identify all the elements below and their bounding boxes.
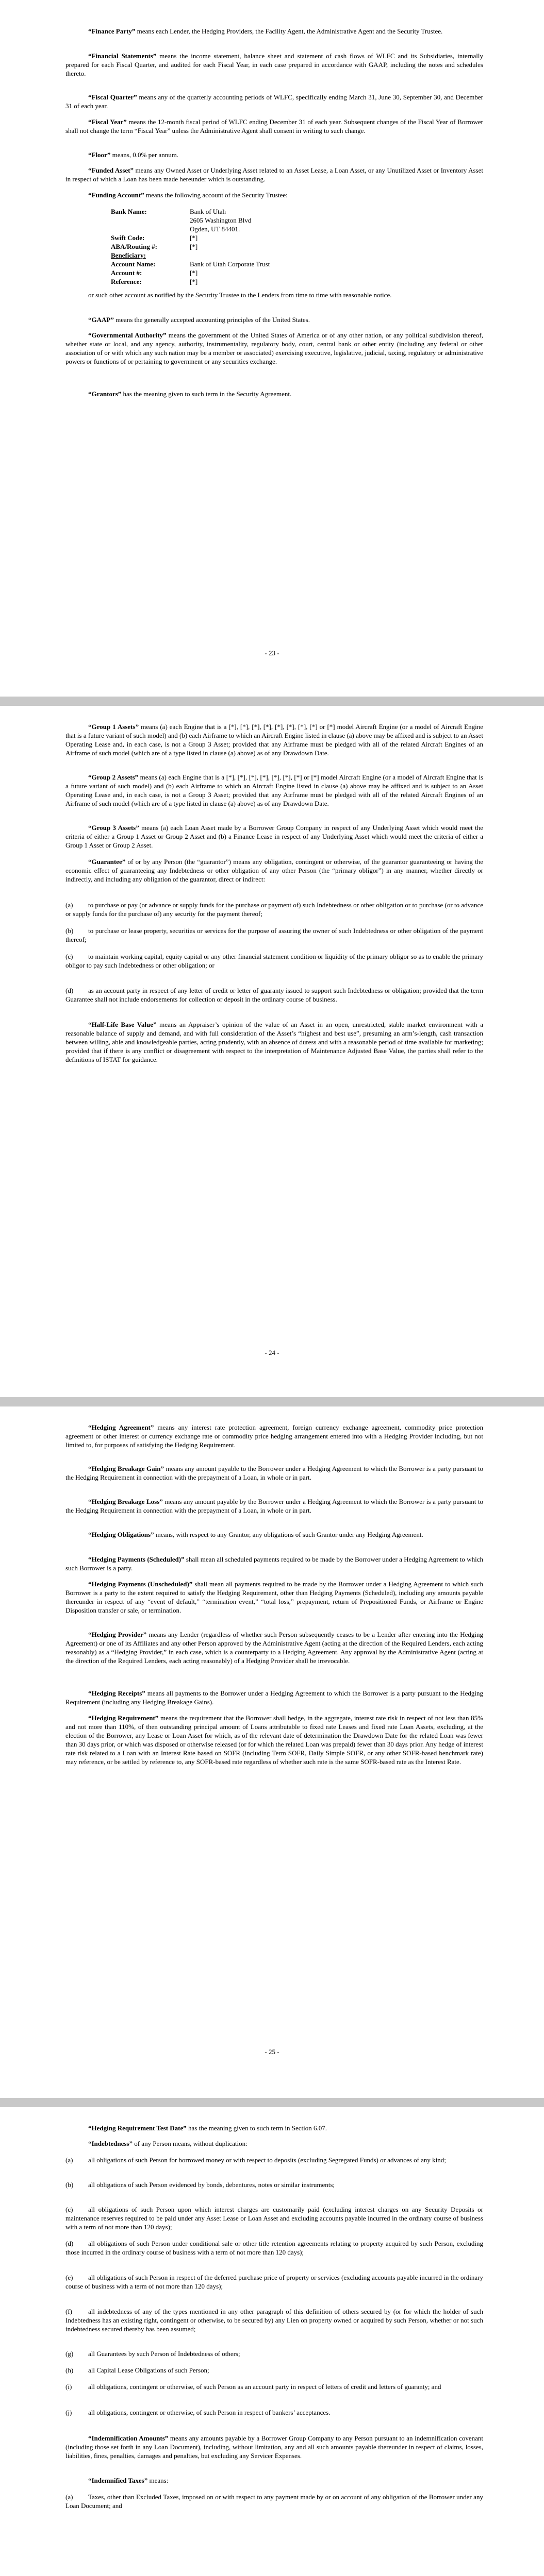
indebtedness-clause-f: (f) all indebtedness of any of the types mentioned in any other paragraph of this definition of others secured by (or for which the holder of such Indebtedness has an existing right, contingent or otherwise, to be secured by) any Lien on property owned or acquired by such Person, whether or not such indebtedness secured thereby has been assumed; — [65, 2308, 483, 2333]
def-hedging-agreement: “Hedging Agreement” means any interest rate protection agreement, foreign currency exchange agreement, commodity price protection agreement or other interest or currency exchange rate or commodity price hedging arrangement entered into with a Hedging Provider including, but not limited to, for purposes of satisfying the Hedging Requirement. — [65, 1423, 483, 1449]
def-fiscal-year: “Fiscal Year” means the 12-month fiscal period of WLFC ending December 31 of each year. Subsequent changes of the Fiscal Year of Borrower shall not change the term “Fiscal Year” unless the Administrative Agent shall consent in writing to such change. — [65, 118, 484, 134]
def-governmental-authority: “Governmental Authority” means the government of the United States of America or of any other nation, or any political subdivision thereof, whether state or local, and any agency, authority, instrumentality, regulatory body, court, central bank or other entity (including any federal or other association of or with which any such nation may be a member or associated) exercising executive, legislative, judicial, taxing, regulatory or administrative powers or functions of or pertaining to government or any securities exchange. — [65, 331, 483, 365]
bank-name-value: Bank of Utah — [190, 208, 226, 215]
def-hedging-payments-scheduled: “Hedging Payments (Scheduled)” shall mean all scheduled payments required to be made by the Borrower under a Hedging Agreement to which such Borrower is a party. — [65, 1555, 483, 1572]
def-hedging-provider: “Hedging Provider” means any Lender (regardless of whether such Person subsequently ceases to be a Lender after entering into the Hedging Agreement) or one of its Affiliates and any other Person approved by the Administrative Agent (acting at the direction of the Required Lenders, each acting reasonably) as a “Hedging Provider,” in each case, which is a counterparty to a Hedging Agreement. Any approval by the Administrative Agent (acting at the direction of the Required Lenders, each acting reasonably) of a Hedging Provider shall be irrevocable. — [65, 1631, 483, 1665]
page-separator — [0, 697, 544, 706]
def-hedging-receipts: “Hedging Receipts” means all payments to the Borrower under a Hedging Agreement to which the Borrower is a party pursuant to the Hedging Requirement (including any Hedging Breakage Gains). — [65, 1689, 483, 1706]
page-23 — [0, 0, 544, 696]
def-floor: “Floor” means, 0.0% per annum. — [88, 151, 179, 159]
guarantee-clause-d: (d) as an account party in respect of any letter of credit or letter of guaranty issued to support such Indebtedness or obligation; provided that the term Guarantee shall not include endorsements for collection or deposit in the ordinary course of business. — [65, 987, 483, 1003]
indebtedness-clause-c: (c) all obligations of such Person upon which interest charges are customarily paid (excluding interest charges on any Security Deposits or maintenance reserves required to be paid under any Asset Lease or Loan Asset and excluding accounts payable incurred in the ordinary course of business with a term of not more than 120 days); — [65, 2206, 483, 2231]
page-26 — [0, 2107, 544, 2576]
indebtedness-clause-d: (d) all obligations of such Person under conditional sale or other title retention agreements relating to property acquired by such Person, excluding those incurred in the ordinary course of business with a term of not more than 120 days); — [65, 2240, 483, 2256]
bank-name-label: Bank Name: — [111, 208, 147, 215]
account-number-label: Account #: — [111, 269, 142, 277]
def-indebtedness: “Indebtedness” of any Person means, without duplication: — [88, 2140, 248, 2147]
indebtedness-clause-a: (a) all obligations of such Person for borrowed money or with respect to deposits (excluding Segregated Funds) or advances of any kind; — [65, 2156, 446, 2164]
def-guarantee: “Guarantee” of or by any Person (the “guarantor”) means any obligation, contingent or otherwise, of the guarantor guaranteeing or having the economic effect of guaranteeing any Indebtedness or other obligation of any other Person (the “primary obligor”) in any manner, whether directly or indirectly, and including any obligation of the guarantor, direct or indirect: — [65, 858, 483, 883]
indebtedness-clause-h: (h) all Capital Lease Obligations of such Person; — [65, 2366, 209, 2374]
def-gaap: “GAAP” means the generally accepted accounting principles of the United States. — [88, 316, 310, 324]
def-funding-account: “Funding Account” means the following account of the Security Trustee: — [88, 191, 288, 199]
def-half-life-base-value: “Half-Life Base Value” means an Appraiser’s opinion of the value of an Asset in an open, unrestricted, stable market environment with a reasonable balance of supply and demand, and with full consideration of the Asset’s “highest and best use”, presuming an arm’s-length, cash transaction between willing, able and knowledgeable parties, acting prudently, with an absence of duress and with a reasonable period of time available for marketing; provided that if there is any conflict or disagreement with respect to the interpretation of Maintenance Adjusted Base Value, the parties shall refer to the definitions of ISTAT for guidance. — [65, 1021, 483, 1063]
def-group-1-assets: “Group 1 Assets” means (a) each Engine that is a [*], [*], [*], [*], [*], [*], [*], [*] or [*] model Aircraft Engine (or a model of Aircraft Engine that is a future variant of such model) and (b) each Airframe to which an Aircraft Engine listed in clause (a) above may be affixed and is subject to an Asset Operating Lease and, in each case, is not a Group 3 Asset; provided that any Airframe must be pledged with all of the related Aircraft Engines of an Airframe of such model (which are of a type listed in clause (a) above) as of any Drawdown Date. — [65, 723, 483, 757]
def-grantors: “Grantors” has the meaning given to such term in the Security Agreement. — [88, 390, 292, 398]
def-funded-asset: “Funded Asset” means any Owned Asset or Underlying Asset related to an Asset Lease, a Loan Asset, or any Unutilized Asset or Inventory Asset in respect of which a Loan has been made hereunder which is outstanding. — [65, 166, 483, 183]
bank-address-line2: Ogden, UT 84401. — [190, 225, 240, 233]
page-number: - 24 - — [265, 1349, 279, 1357]
indebtedness-clause-i: (i) all obligations, contingent or otherwise, of such Person as an account party in respect of letters of credit and letters of guaranty; and — [65, 2383, 441, 2391]
reference-label: Reference: — [111, 278, 142, 285]
def-indemnification-amounts: “Indemnification Amounts” means any amounts payable by a Borrower Group Company to any Person pursuant to an indemnification covenant (including those set forth in any Loan Document), including, without limitation, any and all such amounts payable thereunder in respect of claims, losses, liabilities, fines, penalties, damages and penalties, but excluding any Servicer Expenses. — [65, 2434, 483, 2460]
def-hedging-requirement-test-date: “Hedging Requirement Test Date” has the meaning given to such term in Section 6.07. — [88, 2124, 327, 2132]
funding-account-note: or such other account as notified by the Security Trustee to the Lenders from time to time with reasonable notice. — [88, 291, 392, 299]
def-fiscal-quarter: “Fiscal Quarter” means any of the quarterly accounting periods of WLFC, specifically ending March 31, June 30, September 30, and December 31 of each year. — [65, 93, 483, 110]
def-hedging-breakage-loss: “Hedging Breakage Loss” means any amount payable by the Borrower under a Hedging Agreement to which the Borrower is a party pursuant to the Hedging Requirement in connection with the prepayment of a Loan, in whole or in part. — [65, 1498, 484, 1514]
beneficiary-label: Beneficiary: — [111, 251, 146, 259]
page-number: - 23 - — [265, 649, 279, 657]
def-hedging-requirement: “Hedging Requirement” means the requirement that the Borrower shall hedge, in the aggregate, interest rate risk in respect of not less than 85% and not more than 110%, of then outstanding principal amount of Loans attributable to fixed rate Leases and fixed rate Loan Assets, excluding, at the election of the Borrower, any Lease or Loan Asset for which, as of the relevant date of determination the Drawdown Date for the related Loan was fewer than 30 days prior, or which was disposed or otherwise released (or for which the related Loan was prepaid) fewer than 30 days prior. Any hedge of interest rate risk related to a Loan with an Interest Rate based on SOFR (including Term SOFR, Daily Simple SOFR, or any other SOFR-based benchmark rate) may reference, or be settled by reference to, any SOFR-based rate regardless of whether such rate is the same SOFR-based rate as the Interest Rate. — [65, 1714, 484, 1766]
bank-address-line1: 2605 Washington Blvd — [190, 216, 252, 224]
account-name-label: Account Name: — [111, 260, 156, 268]
swift-label: Swift Code: — [111, 234, 145, 242]
indebtedness-clause-b: (b) all obligations of such Person evidenced by bonds, debentures, notes or similar instruments; — [65, 2181, 335, 2189]
account-name-value: Bank of Utah Corporate Trust — [190, 260, 270, 268]
page-separator — [0, 1397, 544, 1406]
page-separator — [0, 2098, 544, 2107]
def-group-2-assets: “Group 2 Assets” means (a) each Engine that is a [*], [*], [*], [*], [*], [*], [*] or [*] model Aircraft Engine (or a model of Aircraft Engine that is a future variant of such model) and (b) each Airframe to which an Aircraft Engine listed in clause (a) above may be affixed and is subject to an Asset Operating Lease and, in each case, is not a Group 3 Asset; provided that any Airframe must be pledged with all of the related Aircraft Engines of an Airframe of such model (which are of a type listed in clause (a) above) as of any Drawdown Date. — [65, 773, 483, 807]
funding-account-details — [111, 207, 344, 286]
aba-value: [*] — [190, 243, 198, 250]
def-financial-statements: “Financial Statements” means the income statement, balance sheet and statement of cash flows of WLFC and its Subsidiaries, internally prepared for each Fiscal Quarter, and audited for each Fiscal Year, in each case prepared in accordance with GAAP, including the notes and schedules thereto. — [65, 52, 483, 77]
guarantee-clause-a: (a) to purchase or pay (or advance or supply funds for the purchase or payment of) such Indebtedness or other obligation or to purchase (or to advance or supply funds for the purchase of) any security for the payment thereof; — [65, 901, 483, 918]
page-number: - 25 - — [265, 2048, 279, 2056]
def-indemnified-taxes: “Indemnified Taxes” means: — [88, 2477, 169, 2484]
aba-label: ABA/Routing #: — [111, 243, 157, 250]
def-hedging-obligations: “Hedging Obligations” means, with respect to any Grantor, any obligations of such Grantor under any Hedging Agreement. — [88, 1531, 423, 1538]
indebtedness-clause-g: (g) all Guarantees by such Person of Indebtedness of others; — [65, 2350, 240, 2358]
indebtedness-clause-j: (j) all obligations, contingent or otherwise, of such Person in respect of bankers’ acceptances. — [65, 2409, 331, 2416]
reference-value: [*] — [190, 278, 198, 285]
def-finance-party: “Finance Party” means each Lender, the Hedging Providers, the Facility Agent, the Administrative Agent and the Security Trustee. — [88, 27, 443, 35]
guarantee-clause-b: (b) to purchase or lease property, securities or services for the purpose of assuring the owner of such Indebtedness or other obligation of the payment thereof; — [65, 927, 483, 943]
guarantee-clause-c: (c) to maintain working capital, equity capital or any other financial statement condition or liquidity of the primary obligor so as to enable the primary obligor to pay such Indebtedness or other obligation; or — [65, 953, 483, 969]
def-hedging-breakage-gain: “Hedging Breakage Gain” means any amount payable to the Borrower under a Hedging Agreement to which the Borrower is a party pursuant to the Hedging Requirement in connection with the prepayment of a Loan, in whole or in part. — [65, 1465, 483, 1481]
indemnified-taxes-clause-a: (a) Taxes, other than Excluded Taxes, imposed on or with respect to any payment made by or on account of any obligation of the Borrower under any Loan Document; and — [65, 2493, 483, 2510]
account-number-value: [*] — [190, 269, 198, 277]
page-25 — [0, 1406, 544, 2102]
swift-value: [*] — [190, 234, 198, 242]
indebtedness-clause-e: (e) all obligations of such Person in respect of the deferred purchase price of property or services (excluding accounts payable incurred in the ordinary course of business with a term of not more than 120 days); — [65, 2274, 483, 2290]
page-24 — [0, 706, 544, 1401]
def-hedging-payments-unscheduled: “Hedging Payments (Unscheduled)” shall mean all payments required to be made by the Borrower under a Hedging Agreement to which such Borrower is a party to the extent required to satisfy the Hedging Requirement, other than Hedging Payments (Scheduled), including any amounts payable thereunder in respect of any “event of default,” “termination event,” “total loss,” prepayment, return of Prepositioned Funds, or Airframe or Engine Disposition transfer or sale, or termination. — [65, 1580, 483, 1614]
def-group-3-assets: “Group 3 Assets” means (a) each Loan Asset made by a Borrower Group Company in respect of any Underlying Asset which would meet the criteria of either a Group 1 Asset or Group 2 Asset and (b) a Finance Lease in respect of any Underlying Asset which would meet the criteria of either a Group 1 Asset or Group 2 Asset. — [65, 824, 483, 849]
